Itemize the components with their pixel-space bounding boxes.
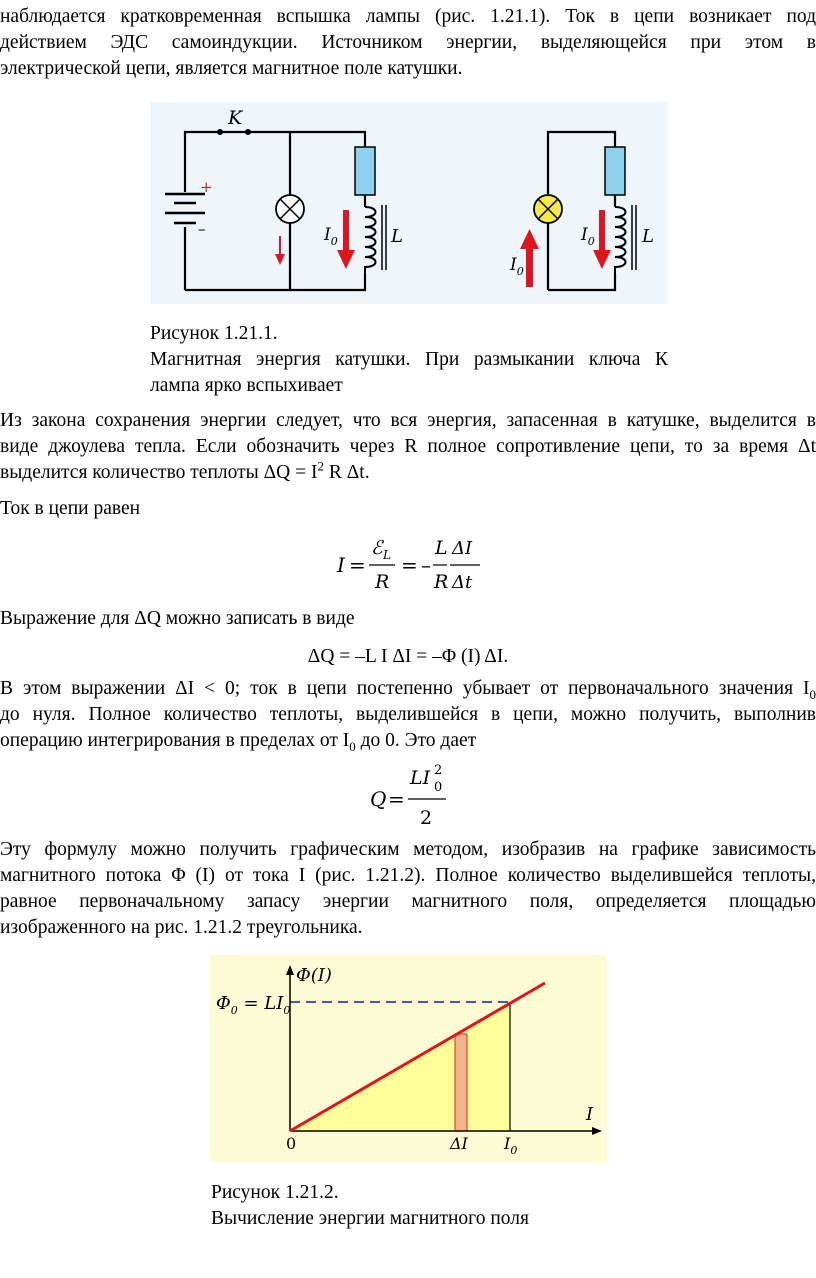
switch-contact bbox=[245, 129, 251, 135]
svg-text:–: – bbox=[421, 553, 431, 577]
text-line: равное первоначальному запасу энергии магнитного поля, определяется площадью bbox=[0, 891, 816, 912]
resistor bbox=[355, 147, 375, 195]
equation-current bbox=[335, 532, 485, 596]
svg-text:ℰ: ℰ bbox=[371, 537, 383, 559]
paragraph-4 bbox=[0, 606, 816, 632]
phi0-label: $\Phi_0 = LI_0$ bbox=[216, 993, 291, 1017]
figure-2-graph bbox=[210, 955, 607, 1162]
strip-delta-i bbox=[455, 1034, 467, 1131]
svg-text:2: 2 bbox=[420, 807, 433, 828]
inductance-label: L bbox=[391, 226, 403, 247]
svg-text:=: = bbox=[349, 553, 366, 577]
battery-plus: + bbox=[200, 178, 213, 196]
svg-text:Δt: Δt bbox=[452, 572, 473, 593]
switch-label: K bbox=[228, 107, 243, 129]
svg-text:L: L bbox=[435, 537, 448, 559]
svg-text:L: L bbox=[383, 548, 391, 562]
text-line: выделится количество теплоты $\Delta Q = I^2$ R Δt. bbox=[0, 458, 370, 483]
caption-line: Магнитная энергия катушки. При размыкании ключа К bbox=[150, 349, 668, 370]
svg-text:R: R bbox=[434, 571, 449, 593]
paragraph-6 bbox=[0, 837, 816, 941]
svg-text:LI: LI bbox=[410, 767, 431, 789]
switch-contact bbox=[217, 129, 223, 135]
caption-line: Рисунок 1.21.1. bbox=[150, 323, 278, 344]
text-line: Из закона сохранения энергии следует, что вся энергия, запасенная в катушке, выделится в bbox=[0, 410, 816, 431]
caption-line: Рисунок 1.21.2. bbox=[211, 1182, 339, 1203]
y-axis-label: Φ(I) bbox=[296, 965, 332, 986]
svg-text:Q: Q bbox=[370, 787, 387, 811]
paragraph-2 bbox=[0, 408, 816, 486]
text-line: изображенного на рис. 1.21.2 треугольника. bbox=[0, 917, 363, 938]
equation-total-heat bbox=[368, 758, 458, 828]
figure-1-caption bbox=[150, 321, 668, 399]
paragraph-5 bbox=[0, 676, 816, 754]
current-label: $I_0$ bbox=[581, 225, 595, 248]
delta-i-label: ΔI bbox=[450, 1134, 468, 1153]
svg-text:=: = bbox=[401, 553, 418, 577]
paragraph-1 bbox=[0, 4, 816, 82]
svg-text:ΔI: ΔI bbox=[452, 538, 473, 559]
figure-2-caption bbox=[211, 1180, 529, 1232]
text-line: наблюдается кратковременная вспышка лампы (рис. 1.21.1). Ток в цепи возникает под bbox=[0, 6, 816, 27]
svg-text:0: 0 bbox=[434, 780, 443, 795]
text-line: В этом выражении ΔI < 0; ток в цепи постепенно убывает от первоначального значения $I_0$ bbox=[0, 678, 816, 702]
x-axis-label: I bbox=[586, 1104, 594, 1125]
text-line: магнитного потока Φ (I) от тока I (рис. 1.21.2). Полное количество выделившейся теплоты, bbox=[0, 865, 816, 886]
svg-text:2: 2 bbox=[434, 763, 443, 778]
battery-minus: – bbox=[198, 220, 206, 238]
svg-text:=: = bbox=[388, 787, 405, 811]
text-line: электрической цепи, является магнитное поле катушки. bbox=[0, 58, 463, 79]
current-label: $I_0$ bbox=[324, 225, 338, 248]
paragraph-3 bbox=[0, 496, 816, 522]
figure-1-circuit bbox=[150, 102, 668, 304]
equation-energy-change: ΔQ = –L I ΔI = –Φ (I) ΔI. bbox=[307, 646, 509, 667]
text-line: операцию интегрирования в пределах от $I_0$ до 0. Это дает bbox=[0, 730, 477, 754]
inductance-label: L bbox=[642, 226, 654, 247]
caption-line: Вычисление энергии магнитного поля bbox=[211, 1208, 529, 1229]
text-line: действием ЭДС самоиндукции. Источником энергии, выделяющейся при этом в bbox=[0, 32, 816, 53]
text-line: Ток в цепи равен bbox=[0, 498, 141, 519]
resistor bbox=[605, 147, 625, 195]
origin-label: 0 bbox=[286, 1134, 297, 1153]
text-line: виде джоулева тепла. Если обозначить через R полное сопротивление цепи, то за время Δt bbox=[0, 436, 816, 457]
text-line: Эту формулу можно получить графическим методом, изобразив на графике зависимость bbox=[0, 839, 816, 860]
text-line: до нуля. Полное количество теплоты, выделившейся в цепи, можно получить, выполнив bbox=[0, 704, 816, 725]
svg-text:I: I bbox=[337, 553, 345, 577]
svg-text:R: R bbox=[375, 571, 390, 593]
current-label: $I_0$ bbox=[510, 255, 524, 278]
caption-line: лампа ярко вспыхивает bbox=[150, 375, 343, 396]
i0-label: $I_0$ bbox=[504, 1134, 518, 1157]
text-line: Выражение для ΔQ можно записать в виде bbox=[0, 608, 355, 629]
